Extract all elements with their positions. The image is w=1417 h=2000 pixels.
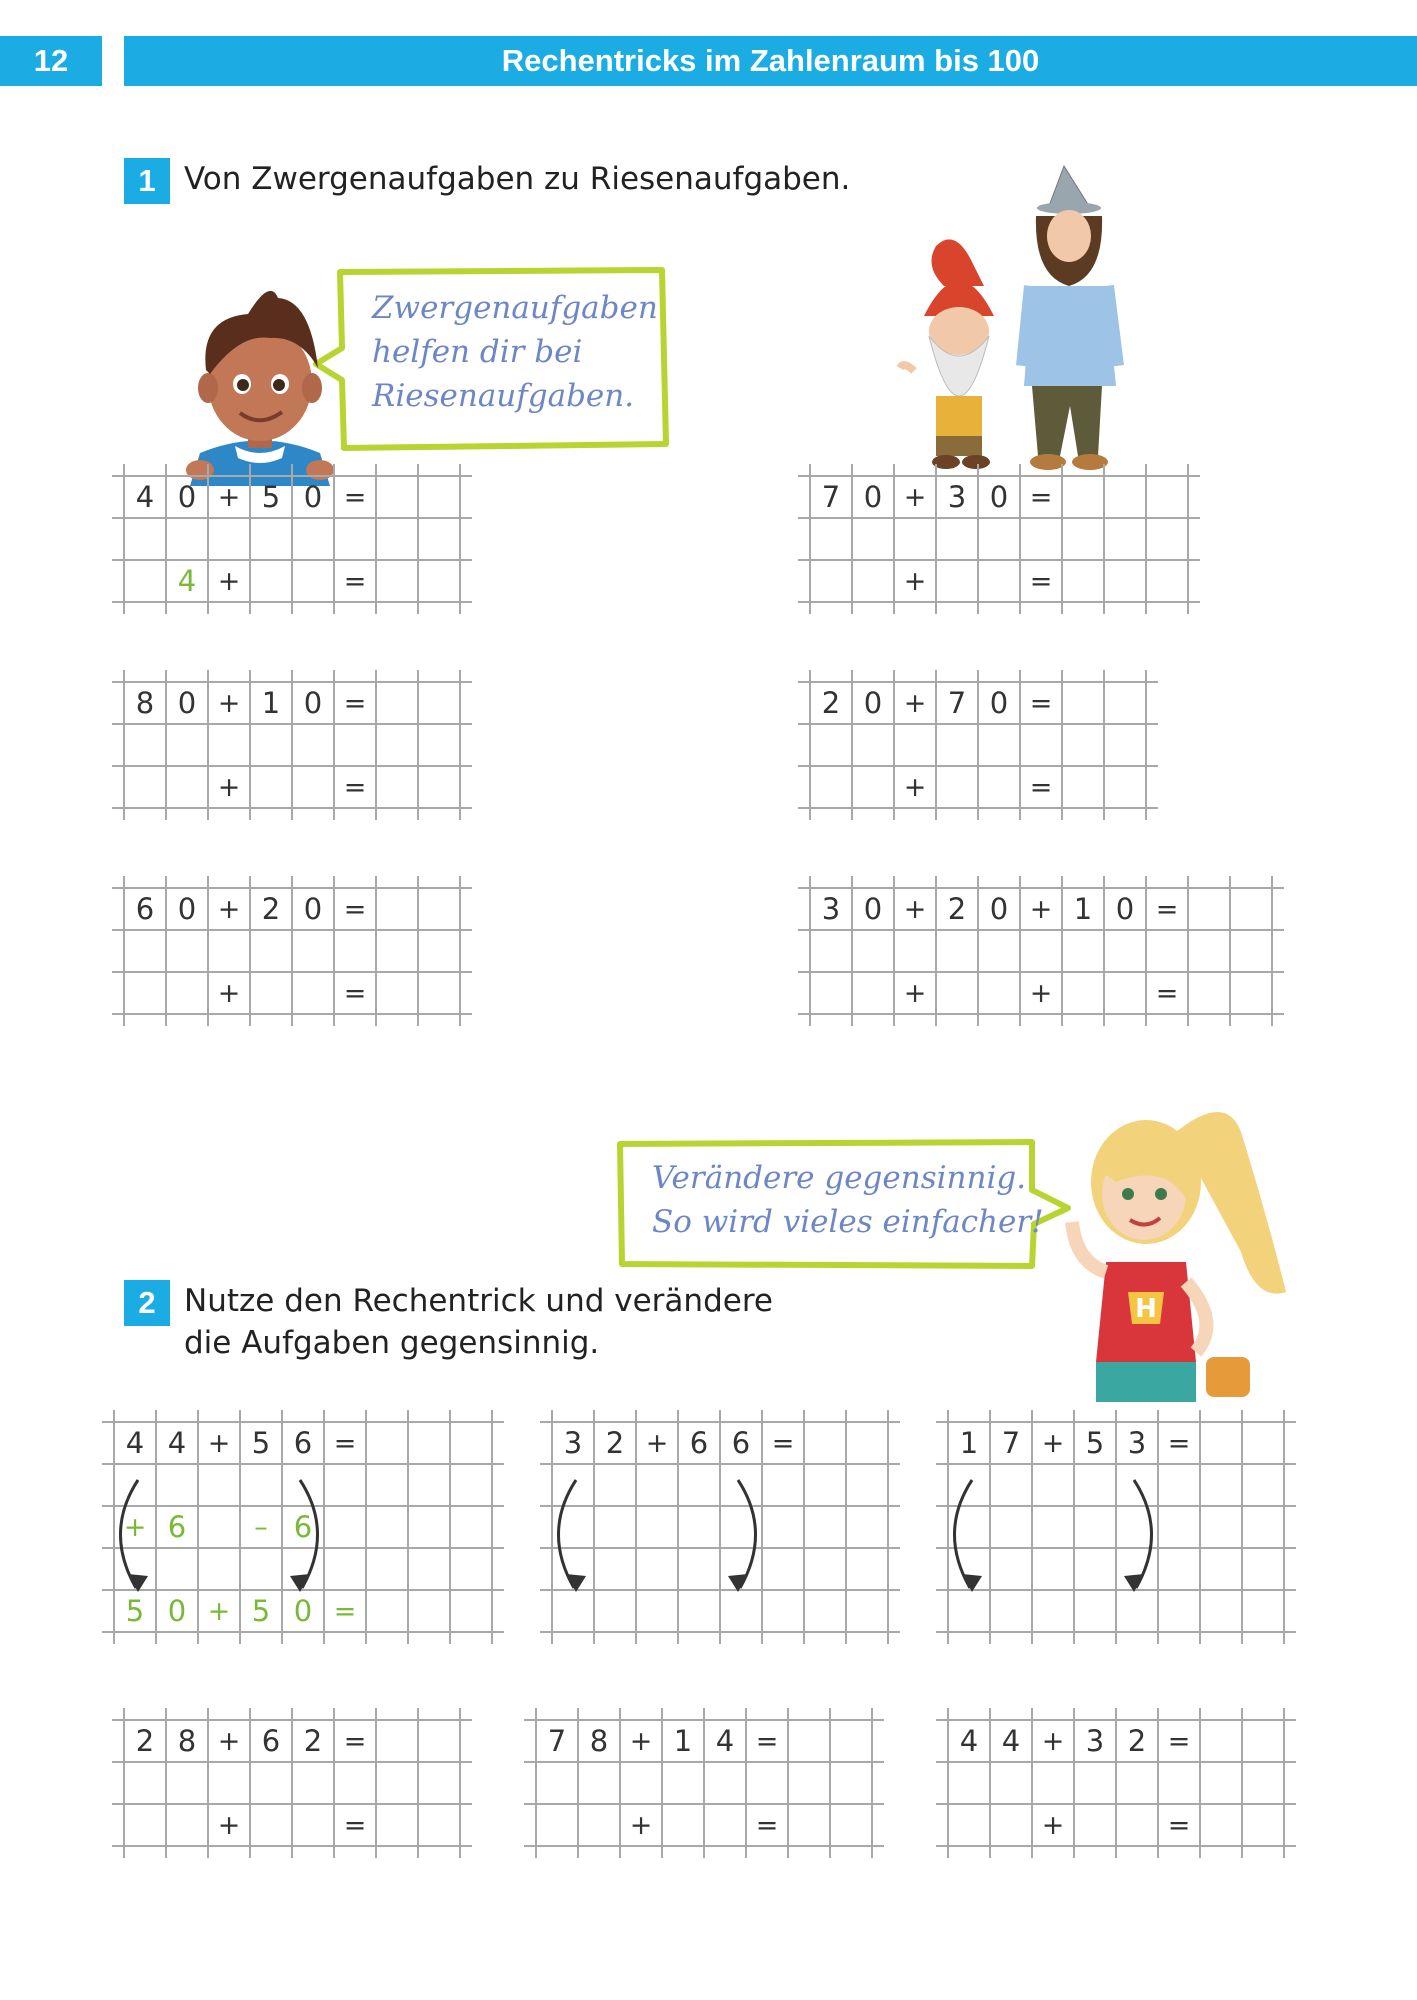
- arithmetic-grid: [810, 888, 1272, 1014]
- bubble-line: Verändere gegensinnig.: [652, 1160, 1027, 1196]
- grid-cell: +: [217, 893, 241, 925]
- arithmetic-grid-with-arrows: [552, 1422, 888, 1632]
- task-instruction: Von Zwergenaufgaben zu Riesenaufgaben.: [184, 161, 851, 197]
- boy-illustration: [170, 278, 350, 486]
- grid-cell: =: [1029, 687, 1053, 719]
- arc-arrow-icon: [738, 1480, 756, 1588]
- grid-cell: =: [343, 687, 367, 719]
- grid-cell: –: [254, 1511, 268, 1543]
- bubble-line: So wird vieles einfacher!: [652, 1204, 1044, 1240]
- grid-cell: +: [645, 1427, 669, 1459]
- grid-cell: 7: [547, 1724, 567, 1758]
- task-number-badge: 2: [124, 1280, 170, 1326]
- grid-cell: 3: [821, 892, 841, 926]
- grid-cell: =: [1029, 481, 1053, 513]
- grid-cell: 1: [261, 686, 281, 720]
- grid-cell: +: [903, 893, 927, 925]
- grid-cell: 7: [821, 480, 841, 514]
- instruction-line: Nutze den Rechentrick und verändere: [184, 1283, 773, 1319]
- grid-cell: 5: [251, 1426, 271, 1460]
- grid-cell: 4: [959, 1724, 979, 1758]
- speech-bubble-boy: [316, 268, 668, 450]
- page-number: 12: [0, 36, 102, 86]
- task-number-badge: 1: [124, 158, 170, 204]
- bubble-line: Riesenaufgaben.: [372, 378, 635, 414]
- arithmetic-grid: [124, 476, 460, 602]
- grid-cell: =: [1167, 1809, 1191, 1841]
- grid-cell: 0: [1115, 892, 1135, 926]
- arithmetic-grid: [124, 682, 460, 808]
- grid-cell: =: [343, 481, 367, 513]
- grid-cell: 4: [1001, 1724, 1021, 1758]
- grid-cell: 4: [715, 1724, 735, 1758]
- grid-cell: 0: [177, 686, 197, 720]
- grid-cell: +: [123, 1511, 147, 1543]
- grid-cell: +: [629, 1809, 653, 1841]
- grid-cell: +: [903, 481, 927, 513]
- grid-cell: 1: [673, 1724, 693, 1758]
- grid-cell: 0: [303, 892, 323, 926]
- grid-cell: +: [629, 1725, 653, 1757]
- grid-cell: 8: [589, 1724, 609, 1758]
- arithmetic-grid-with-arrows: [114, 1422, 492, 1632]
- gnome-and-giant-illustration: [884, 156, 1164, 476]
- grid-cell: 0: [863, 480, 883, 514]
- grid-cell: 0: [293, 1594, 313, 1628]
- grid-cell: 2: [135, 1724, 155, 1758]
- grid-cell: =: [333, 1427, 357, 1459]
- grid-cell: 6: [261, 1724, 281, 1758]
- grid-cell: +: [1041, 1427, 1065, 1459]
- grid-cell: =: [343, 1809, 367, 1841]
- grid-cell: +: [207, 1595, 231, 1627]
- grid-cell: 4: [167, 1426, 187, 1460]
- grid-cell: 4: [125, 1426, 145, 1460]
- grid-cell: 0: [989, 892, 1009, 926]
- grid-cell: 1: [959, 1426, 979, 1460]
- grid-cell: 0: [863, 892, 883, 926]
- grid-cell: +: [903, 565, 927, 597]
- instruction-line: die Aufgaben gegensinnig.: [184, 1325, 600, 1361]
- task-1: [124, 158, 850, 204]
- girl-illustration: [1056, 1092, 1296, 1422]
- grid-cell: +: [903, 687, 927, 719]
- arithmetic-grid: [124, 1720, 460, 1846]
- grid-cell: +: [217, 1725, 241, 1757]
- task-2: [124, 1280, 773, 1364]
- page-title: Rechentricks im Zahlenraum bis 100: [124, 36, 1417, 86]
- grid-cell: +: [217, 565, 241, 597]
- grid-cell: 8: [135, 686, 155, 720]
- grid-cell: 0: [863, 686, 883, 720]
- grid-cell: =: [1029, 565, 1053, 597]
- grid-cell: =: [1155, 977, 1179, 1009]
- grid-cell: +: [1029, 977, 1053, 1009]
- bubble-line: helfen dir bei: [372, 334, 583, 370]
- grid-cell: 2: [947, 892, 967, 926]
- grid-cell: 7: [947, 686, 967, 720]
- grid-cell: =: [1155, 893, 1179, 925]
- grid-cell: =: [343, 771, 367, 803]
- grid-cell: 2: [303, 1724, 323, 1758]
- grid-cell: +: [217, 1809, 241, 1841]
- grid-cell: 0: [989, 686, 1009, 720]
- grid-cell: 5: [1085, 1426, 1105, 1460]
- grid-cell: 3: [947, 480, 967, 514]
- grid-cell: =: [343, 565, 367, 597]
- grid-cell: 5: [261, 480, 281, 514]
- grid-cell: 2: [605, 1426, 625, 1460]
- grid-cell: =: [343, 1725, 367, 1757]
- grid-cell: 3: [563, 1426, 583, 1460]
- grid-cell: +: [903, 771, 927, 803]
- grid-cell: 5: [251, 1594, 271, 1628]
- grid-cell: 6: [731, 1426, 751, 1460]
- grid-cell: =: [771, 1427, 795, 1459]
- grid-cell: 6: [689, 1426, 709, 1460]
- grid-cell: +: [903, 977, 927, 1009]
- arc-arrow-icon: [1134, 1480, 1152, 1588]
- arithmetic-grid: [124, 888, 460, 1014]
- grid-cell: +: [217, 687, 241, 719]
- grid-cell: 2: [821, 686, 841, 720]
- grid-cell: =: [1167, 1725, 1191, 1757]
- arithmetic-grid: [810, 682, 1146, 808]
- grid-cell: 6: [135, 892, 155, 926]
- grid-cell: =: [343, 977, 367, 1009]
- arithmetic-grid: [536, 1720, 872, 1846]
- grid-cell: 7: [1001, 1426, 1021, 1460]
- arithmetic-grid: [810, 476, 1188, 602]
- grid-cell: 3: [1085, 1724, 1105, 1758]
- grid-cell: 2: [261, 892, 281, 926]
- grid-cell: 5: [125, 1594, 145, 1628]
- grid-cell: +: [1029, 893, 1053, 925]
- grid-cell: 0: [167, 1594, 187, 1628]
- grid-cell: 6: [293, 1510, 313, 1544]
- grid-cell: 2: [1127, 1724, 1147, 1758]
- grid-cell: 6: [167, 1510, 187, 1544]
- grid-cell: +: [1041, 1725, 1065, 1757]
- arithmetic-grid: [948, 1720, 1284, 1846]
- arc-arrow-icon: [954, 1480, 972, 1588]
- grid-cell: +: [1041, 1809, 1065, 1841]
- grid-cell: =: [755, 1725, 779, 1757]
- grid-cell: 3: [1127, 1426, 1147, 1460]
- grid-cell: 0: [303, 480, 323, 514]
- arc-arrow-icon: [558, 1480, 576, 1588]
- bubble-line: Zwergenaufgaben: [372, 290, 658, 326]
- task-instruction: [184, 1280, 773, 1364]
- speech-bubble-girl: [616, 1138, 1070, 1270]
- shirt-letter-h-icon: H: [1135, 1294, 1157, 1324]
- grid-cell: 4: [177, 564, 197, 598]
- grid-cell: 0: [177, 892, 197, 926]
- grid-cell: =: [343, 893, 367, 925]
- grid-cell: +: [207, 1427, 231, 1459]
- grid-cell: +: [217, 977, 241, 1009]
- grid-cell: 8: [177, 1724, 197, 1758]
- grid-cell: 6: [293, 1426, 313, 1460]
- grid-cell: 0: [989, 480, 1009, 514]
- grid-cell: =: [1029, 771, 1053, 803]
- grid-cell: 4: [135, 480, 155, 514]
- grid-cell: +: [217, 481, 241, 513]
- grid-cell: 0: [303, 686, 323, 720]
- grid-cell: 1: [1073, 892, 1093, 926]
- grid-cell: =: [1167, 1427, 1191, 1459]
- grid-cell: +: [217, 771, 241, 803]
- grid-cell: 0: [177, 480, 197, 514]
- grid-cell: =: [755, 1809, 779, 1841]
- grid-cell: =: [333, 1595, 357, 1627]
- arithmetic-grid-with-arrows: [948, 1422, 1284, 1632]
